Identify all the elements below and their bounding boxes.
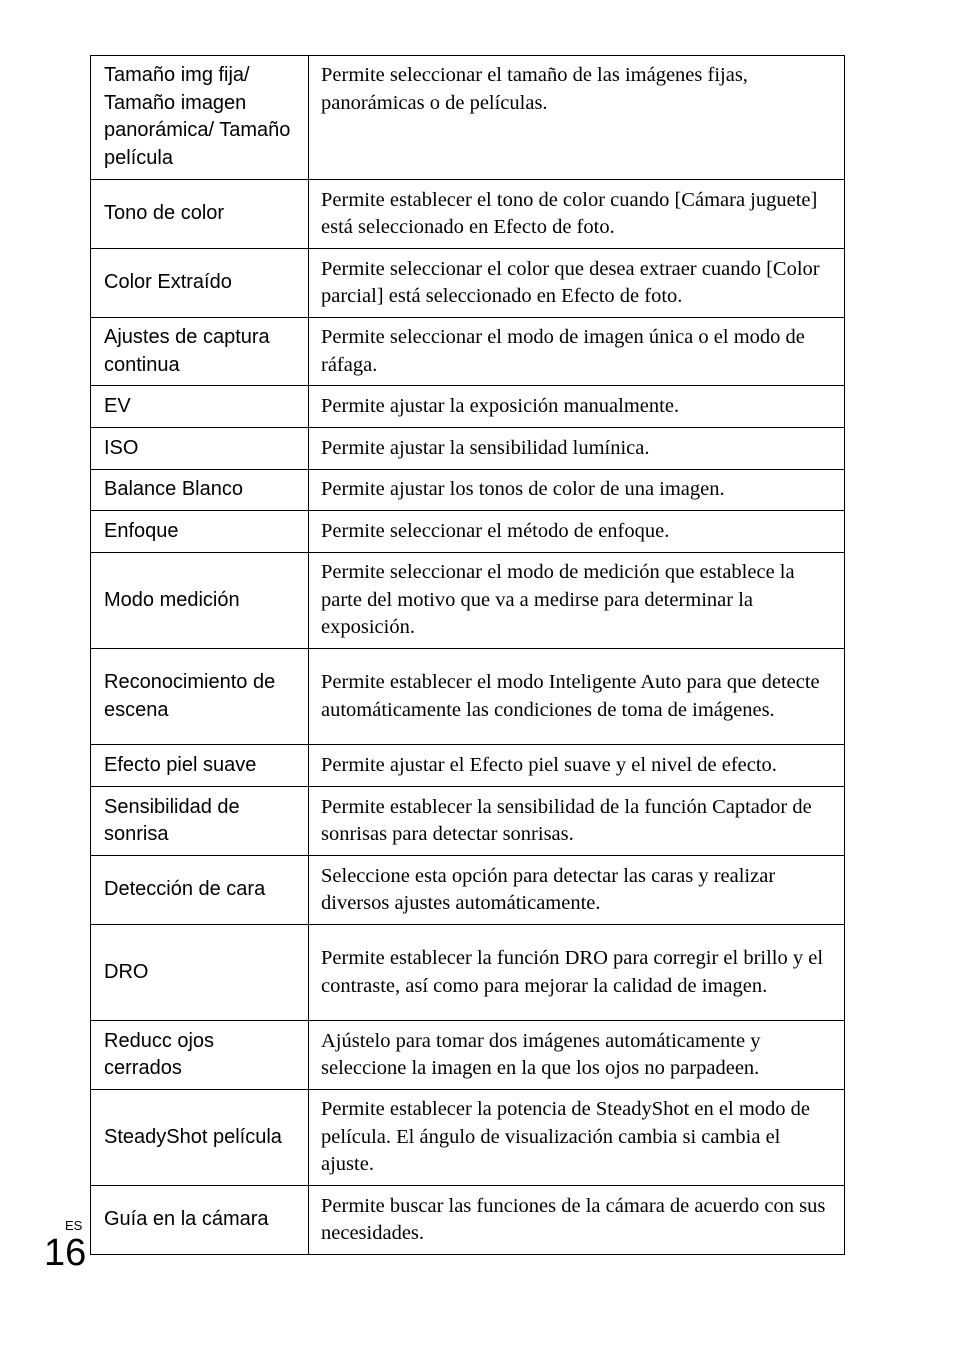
setting-description: Permite ajustar los tonos de color de una imagen. [309, 470, 845, 511]
setting-name: Sensibilidad de sonrisa [91, 787, 309, 856]
setting-name: Guía en la cámara [91, 1186, 309, 1255]
setting-description: Permite seleccionar el método de enfoque. [309, 511, 845, 553]
setting-name: Enfoque [91, 511, 309, 553]
setting-name: EV [91, 386, 309, 428]
setting-name: Efecto piel suave [91, 745, 309, 787]
setting-name: ISO [91, 428, 309, 470]
setting-description: Ajústelo para tomar dos imágenes automáticamente y seleccione la imagen en la que los ojos no parpadeen. [309, 1021, 845, 1090]
table-row [91, 180, 845, 249]
setting-description: Permite seleccionar el tamaño de las imágenes fijas, panorámicas o de películas. [309, 56, 845, 180]
setting-name: Detección de cara [91, 856, 309, 925]
table-row [91, 470, 845, 511]
setting-name: Tamaño img fija/ Tamaño imagen panorámica/ Tamaño película [91, 56, 309, 180]
setting-name: SteadyShot película [91, 1090, 309, 1186]
table-row [91, 553, 845, 649]
table-row [91, 787, 845, 856]
setting-name: Reducc ojos cerrados [91, 1021, 309, 1090]
setting-name: Tono de color [91, 180, 309, 249]
setting-description: Permite seleccionar el modo de medición que establece la parte del motivo que va a medirse para determinar la exposición. [309, 553, 845, 649]
setting-name: Balance Blanco [91, 470, 309, 511]
table-row [91, 318, 845, 386]
table-row [91, 1021, 845, 1090]
setting-description: Permite establecer la función DRO para corregir el brillo y el contraste, así como para mejorar la calidad de imagen. [309, 925, 845, 1021]
setting-description: Permite establecer la potencia de SteadyShot en el modo de película. El ángulo de visualización cambia si cambia el ajuste. [309, 1090, 845, 1186]
page-language-label: ES [65, 1218, 83, 1233]
table-row [91, 1090, 845, 1186]
setting-description: Seleccione esta opción para detectar las caras y realizar diversos ajustes automáticamente. [309, 856, 845, 925]
page-number: 16 [44, 1232, 87, 1274]
setting-description: Permite ajustar el Efecto piel suave y el nivel de efecto. [309, 745, 845, 787]
setting-name: Color Extraído [91, 249, 309, 318]
setting-description: Permite seleccionar el color que desea extraer cuando [Color parcial] está seleccionado en Efecto de foto. [309, 249, 845, 318]
settings-table [90, 55, 845, 1255]
setting-description: Permite establecer la sensibilidad de la función Captador de sonrisas para detectar sonrisas. [309, 787, 845, 856]
setting-name: Ajustes de captura continua [91, 318, 309, 386]
setting-description: Permite establecer el tono de color cuando [Cámara juguete] está seleccionado en Efecto de foto. [309, 180, 845, 249]
table-row [91, 745, 845, 787]
setting-description: Permite ajustar la sensibilidad lumínica. [309, 428, 845, 470]
table-row [91, 925, 845, 1021]
table-row [91, 386, 845, 428]
table-row [91, 856, 845, 925]
setting-description: Permite seleccionar el modo de imagen única o el modo de ráfaga. [309, 318, 845, 386]
setting-description: Permite establecer el modo Inteligente Auto para que detecte automáticamente las condiciones de toma de imágenes. [309, 649, 845, 745]
table-row [91, 428, 845, 470]
setting-description: Permite buscar las funciones de la cámara de acuerdo con sus necesidades. [309, 1186, 845, 1255]
table-row [91, 249, 845, 318]
setting-name: DRO [91, 925, 309, 1021]
table-row [91, 1186, 845, 1255]
setting-name: Reconocimiento de escena [91, 649, 309, 745]
table-row [91, 56, 845, 180]
setting-name: Modo medición [91, 553, 309, 649]
setting-description: Permite ajustar la exposición manualmente. [309, 386, 845, 428]
table-row [91, 511, 845, 553]
table-row [91, 649, 845, 745]
